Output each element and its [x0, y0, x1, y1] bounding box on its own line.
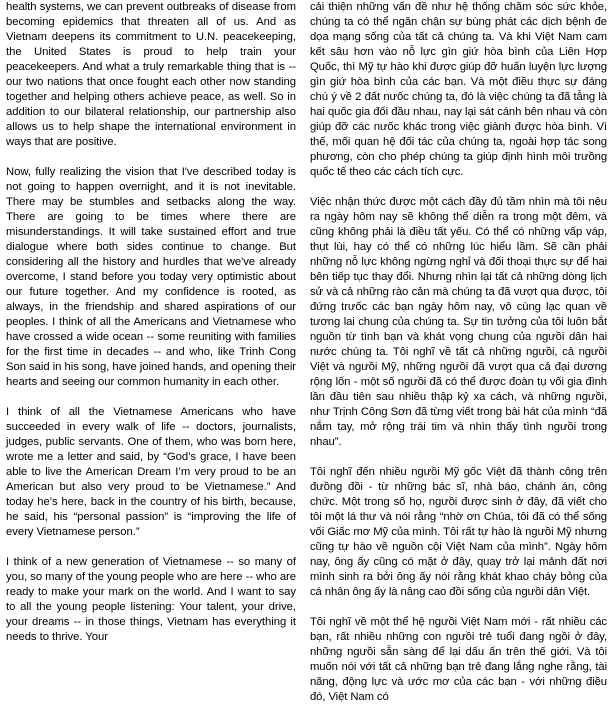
paragraph: I think of all the Vietnamese Americans who have succeeded in every walk of life -- doctors, journalists, judges, public servants. One of them, who was born here, wrote me a letter and said, by “God’s grace, I have been able to live the American Dream I’m very proud to be an American but also very proud to be Vietnamese.” And today he’s here, back in the country of his birth, because, he said, his “personal passion” is “improving the life of every Vietnamese person.”	[6, 406, 296, 538]
paragraph: Now, fully realizing the vision that I've described today is not going to happen overnight, and it is not inevitable. There may be stumbles and setbacks along the way. There are going to be times where there are misunderstandings. It will take sustained effort and true dialogue where both sides continue to change. But considering all the history and hurdles that we've already overcome, I stand before you today very optimistic about our future together. And my confidence is rooted, as always, in the friendship and shared aspirations of our peoples. I think of all the Americans and Vietnamese who have crossed a wide ocean -- some reuniting with families for the first time in decades -- and who, like Trinh Cong Son said in his song, have joined hands, and opening their hearts and seeing our common humanity in each other.	[6, 166, 296, 388]
english-column	[0, 0, 306, 645]
vietnamese-column	[306, 0, 613, 705]
paragraph: Tôi nghĩ về một thể hệ ngưồi Việt Nam mới - rất nhiều các bạn, rất nhiều những con ngưồi trẻ tuổi đang ngồi ở đây, những ngưồi sẵn sàng để lại dấu ấn trên thế giới. Và tôi muốn nói với tất cả những bạn trẻ đang lắng nghe rằng, tài năng, động lực và ước mơ của các bạn - với những điều đó, Việt Nam có	[310, 616, 607, 703]
paragraph: Việc nhận thức được một cách đầy đủ tầm nhìn mà tôi nêu ra ngày hôm nay sẽ không thể diễn ra trong một đêm, và cũng không phải là điều tất yếu. Có thể có những vấp váp, thụt lùi, hay có thể có những lúc hiểu lầm. Sẽ cần phải những nỗ lực không ngừng nghỉ và đối thoại thực sự để hai bên tiếp tục thay đổi. Nhưng nhìn lại tất cả những dòng lịch sử và cả những rào cản mà chúng ta đã vượt qua được, tôi đứng trưốc các bạn ngày hôm nay, vô cùng lạc quan về tương lai chung của chúng ta. Sự tin tưởng của tôi luôn bắt nguồn từ tình bạn và khát vọng chung của ngưồi dân hai nước chúng ta. Tôi nghĩ về tất cả những ngưồi, cả ngưồi Việt và ngưồi Mỹ, những ngưồi đã vượt qua cả đại dương rộng lốn - một số ngưồi đã có thể được đoàn tụ vối gia đình lần đầu tiên sau nhiều thập kỷ xa cách, và những ngưồi, như Trịnh Công Sơn đã từng viết trong bài hát của mình “đã nắm tay, mở rộng trái tim và nhìn thấy tình ngưồi trong nhau”.	[310, 196, 607, 448]
paragraph: Tôi nghĩ đến nhiều ngưồi Mỹ gốc Việt đã thành công trên đưồng đồi - từ những bác sĩ, nhà báo, chánh án, công chức. Một trong số họ, ngưồi được sinh ở đây, đã viết cho tôi một lá thư và nói rằng “nhờ ơn Chúa, tôi đã có thể sống vối Giấc mơ Mỹ của mình. Tôi rất tự hào là ngưồi Mỹ nhưng cũng tự hào về nguồn cội Việt Nam của mình”. Ngày hôm nay, ông ấy cũng có mặt ở đây, quay trở lại mảnh đất nơi mình sinh ra bởi ông ấy nói rằng khát khao cháy bỏng của cá nhân ông ấy là nâng cao đồi sống của ngưồi dân Việt.	[310, 466, 607, 598]
paragraph: health systems, we can prevent outbreaks of disease from becoming epidemics that threaten all of us. And as Vietnam deepens its commitment to U.N. peacekeeping, the United States is proud to help train your peacekeepers. And what a truly remarkable thing that is -- our two nations that once fought each other now standing together and helping others achieve peace, as well. So in addition to our bilateral relationship, our partnership also allows us to help shape the international environment in ways that are positive.	[6, 1, 296, 148]
paragraph: cải thiện những vấn đề như hệ thống chăm sóc sức khỏe, chúng ta có thể ngăn chận sự bùng phát các dịch bệnh đe dọa mạng sống của tất cả chúng ta. Và khi Việt Nam cam kết sâu hơn vào nỗ lực gìn giứ hòa bình của Liên Hợp Quốc, thì Mỹ tự hào khi được giúp đỡ huấn luyện lực lượng gìn giứ hòa bình của các bạn. Và một điều thực sự đáng chú ý về 2 đất nưốc chúng ta, đó là việc chúng ta đã tẫng là hai quốc gia đối đầu nhau, nay lại sát cánh bên nhau và còn giúp đỡ các nưốc khác trong việc giành được hòa bình. Vì thế, mối quan hệ đối tác của chúng ta, ngoài hợp tác song phương, còn cho phép chúng ta giúp định hình môi trưồng quốc tế theo các cách tích cực.	[310, 1, 607, 178]
paragraph: I think of a new generation of Vietnamese -- so many of you, so many of the young people who are here -- who are ready to make your mark on the world. And I want to say to all the young people listening: Your talent, your drive, your dreams -- in those things, Vietnam has everything it needs to thrive. Your	[6, 556, 296, 643]
